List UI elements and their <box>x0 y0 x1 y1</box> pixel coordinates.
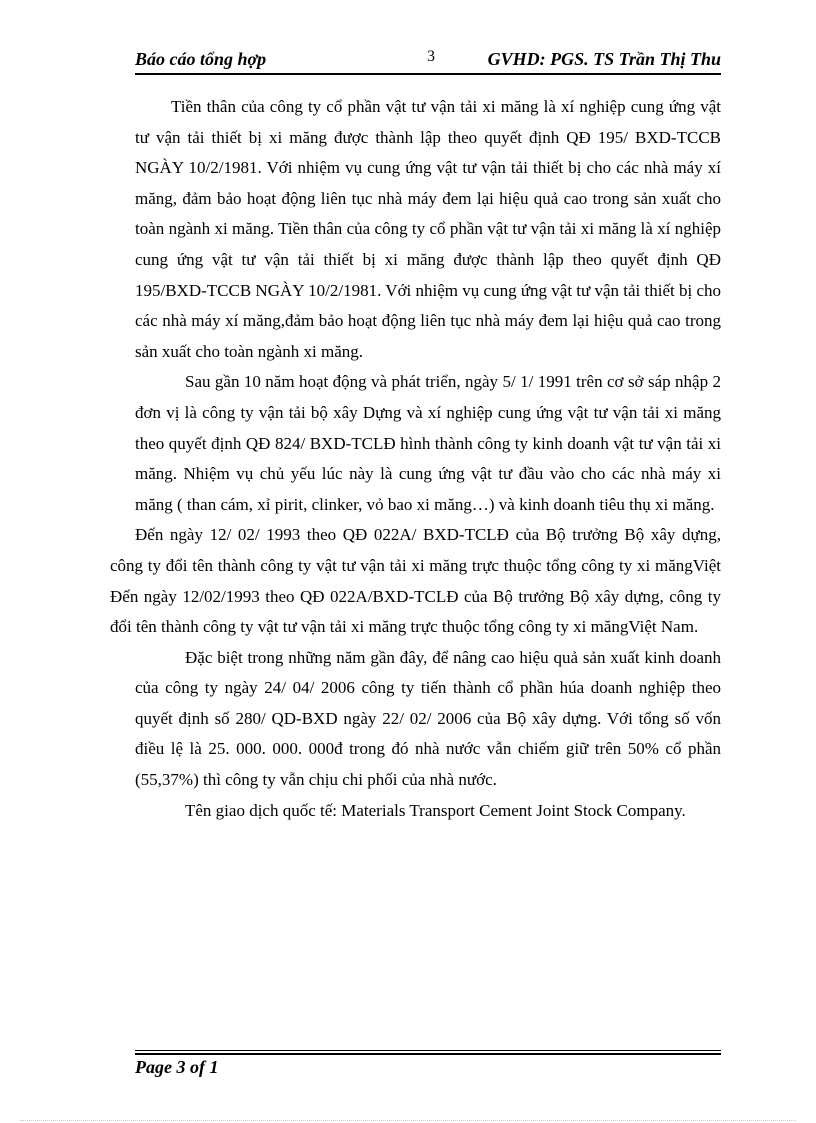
header-page-number: 3 <box>427 48 435 65</box>
page-footer: Page 3 of 1 <box>135 1057 219 1077</box>
header-rule <box>135 73 721 75</box>
footer-rule-thick <box>135 1053 721 1055</box>
header-advisor: GVHD: PGS. TS Trần Thị Thu <box>487 49 721 69</box>
paragraph-rename: Đến ngày 12/ 02/ 1993 theo QĐ 022A/ BXD-TCLĐ của Bộ trưởng Bộ xây dựng, công ty đổi tên thành công ty vật tư vận tải xi măng trực thuộc tổng công ty xi măngViệt Đến ngày 12/02/1993 theo QĐ 022A/BXD-TCLĐ của Bộ trưởng Bộ xây dựng, công ty đổi tên thành công ty vật tư vận tải xi măng trực thuộc tổng công ty xi măngViệt Nam. <box>110 525 721 637</box>
paragraph-equitization: Đặc biệt trong những năm gần đây, để nâng cao hiệu quả sản xuất kinh doanh của công ty ngày 24/ 04/ 2006 công ty tiến thành cổ phần húa doanh nghiệp theo quyết định số 280/ QD-BXD ngày 22/ 02/ 2006 của Bộ xây dựng. Với tổng số vốn điều lệ là 25. 000. 000. 000đ trong đó nhà nước vẫn chiếm giữ trên 50% cổ phần (55,37%) thì công ty vẫn chịu chi phối của nhà nước. <box>135 647 721 790</box>
paragraph-merger: Sau gần 10 năm hoạt động và phát triển, ngày 5/ 1/ 1991 trên cơ sở sáp nhập 2 đơn vị là công ty vận tải bộ xây Dựng và xí nghiệp cung ứng vật tư vận tải xi măng theo quyết định QĐ 824/ BXD-TCLĐ hình thành công ty kinh doanh vật tư vận tải xi măng. Nhiệm vụ chủ yếu lúc này là cung ứng vật tư đầu vào cho các nhà máy xi măng ( than cám, xỉ pirit, clinker, vỏ bao xi măng…) và kinh doanh tiêu thụ xi măng. <box>135 372 721 514</box>
document-body <box>110 92 722 826</box>
paragraph-trade-name: Tên giao dịch quốc tế: Materials Transport Cement Joint Stock Company. <box>185 800 686 820</box>
header-report-title: Báo cáo tổng hợp <box>135 49 267 69</box>
page-header <box>135 46 721 72</box>
footer-rule-thin <box>135 1050 721 1051</box>
page-edge-divider <box>20 1120 796 1121</box>
paragraph-history: Tiền thân của công ty cổ phần vật tư vận tải xi măng là xí nghiệp cung ứng vật tư vận tải thiết bị xi măng được thành lập theo quyết định QĐ 195/ BXD-TCCB NGÀY 10/2/1981. Với nhiệm vụ cung ứng vật tư vận tải thiết bị cho các nhà máy xí măng, đảm bảo hoạt động liên tục nhà máy đem lại hiệu quả cao trong sản xuất cho toàn ngành xi măng. Tiền thân của công ty cổ phần vật tư vận tải xi măng là xí nghiệp cung ứng vật tư vận tải thiết bị xi măng được thành lập theo quyết định QĐ 195/BXD-TCCB NGÀY 10/2/1981. Với nhiệm vụ cung ứng vật tư vận tải thiết bị cho các nhà máy xí măng,đảm bảo hoạt động liên tục nhà máy đem lại hiệu quả cao trong sản xuất cho toàn ngành xi măng. <box>135 97 722 361</box>
